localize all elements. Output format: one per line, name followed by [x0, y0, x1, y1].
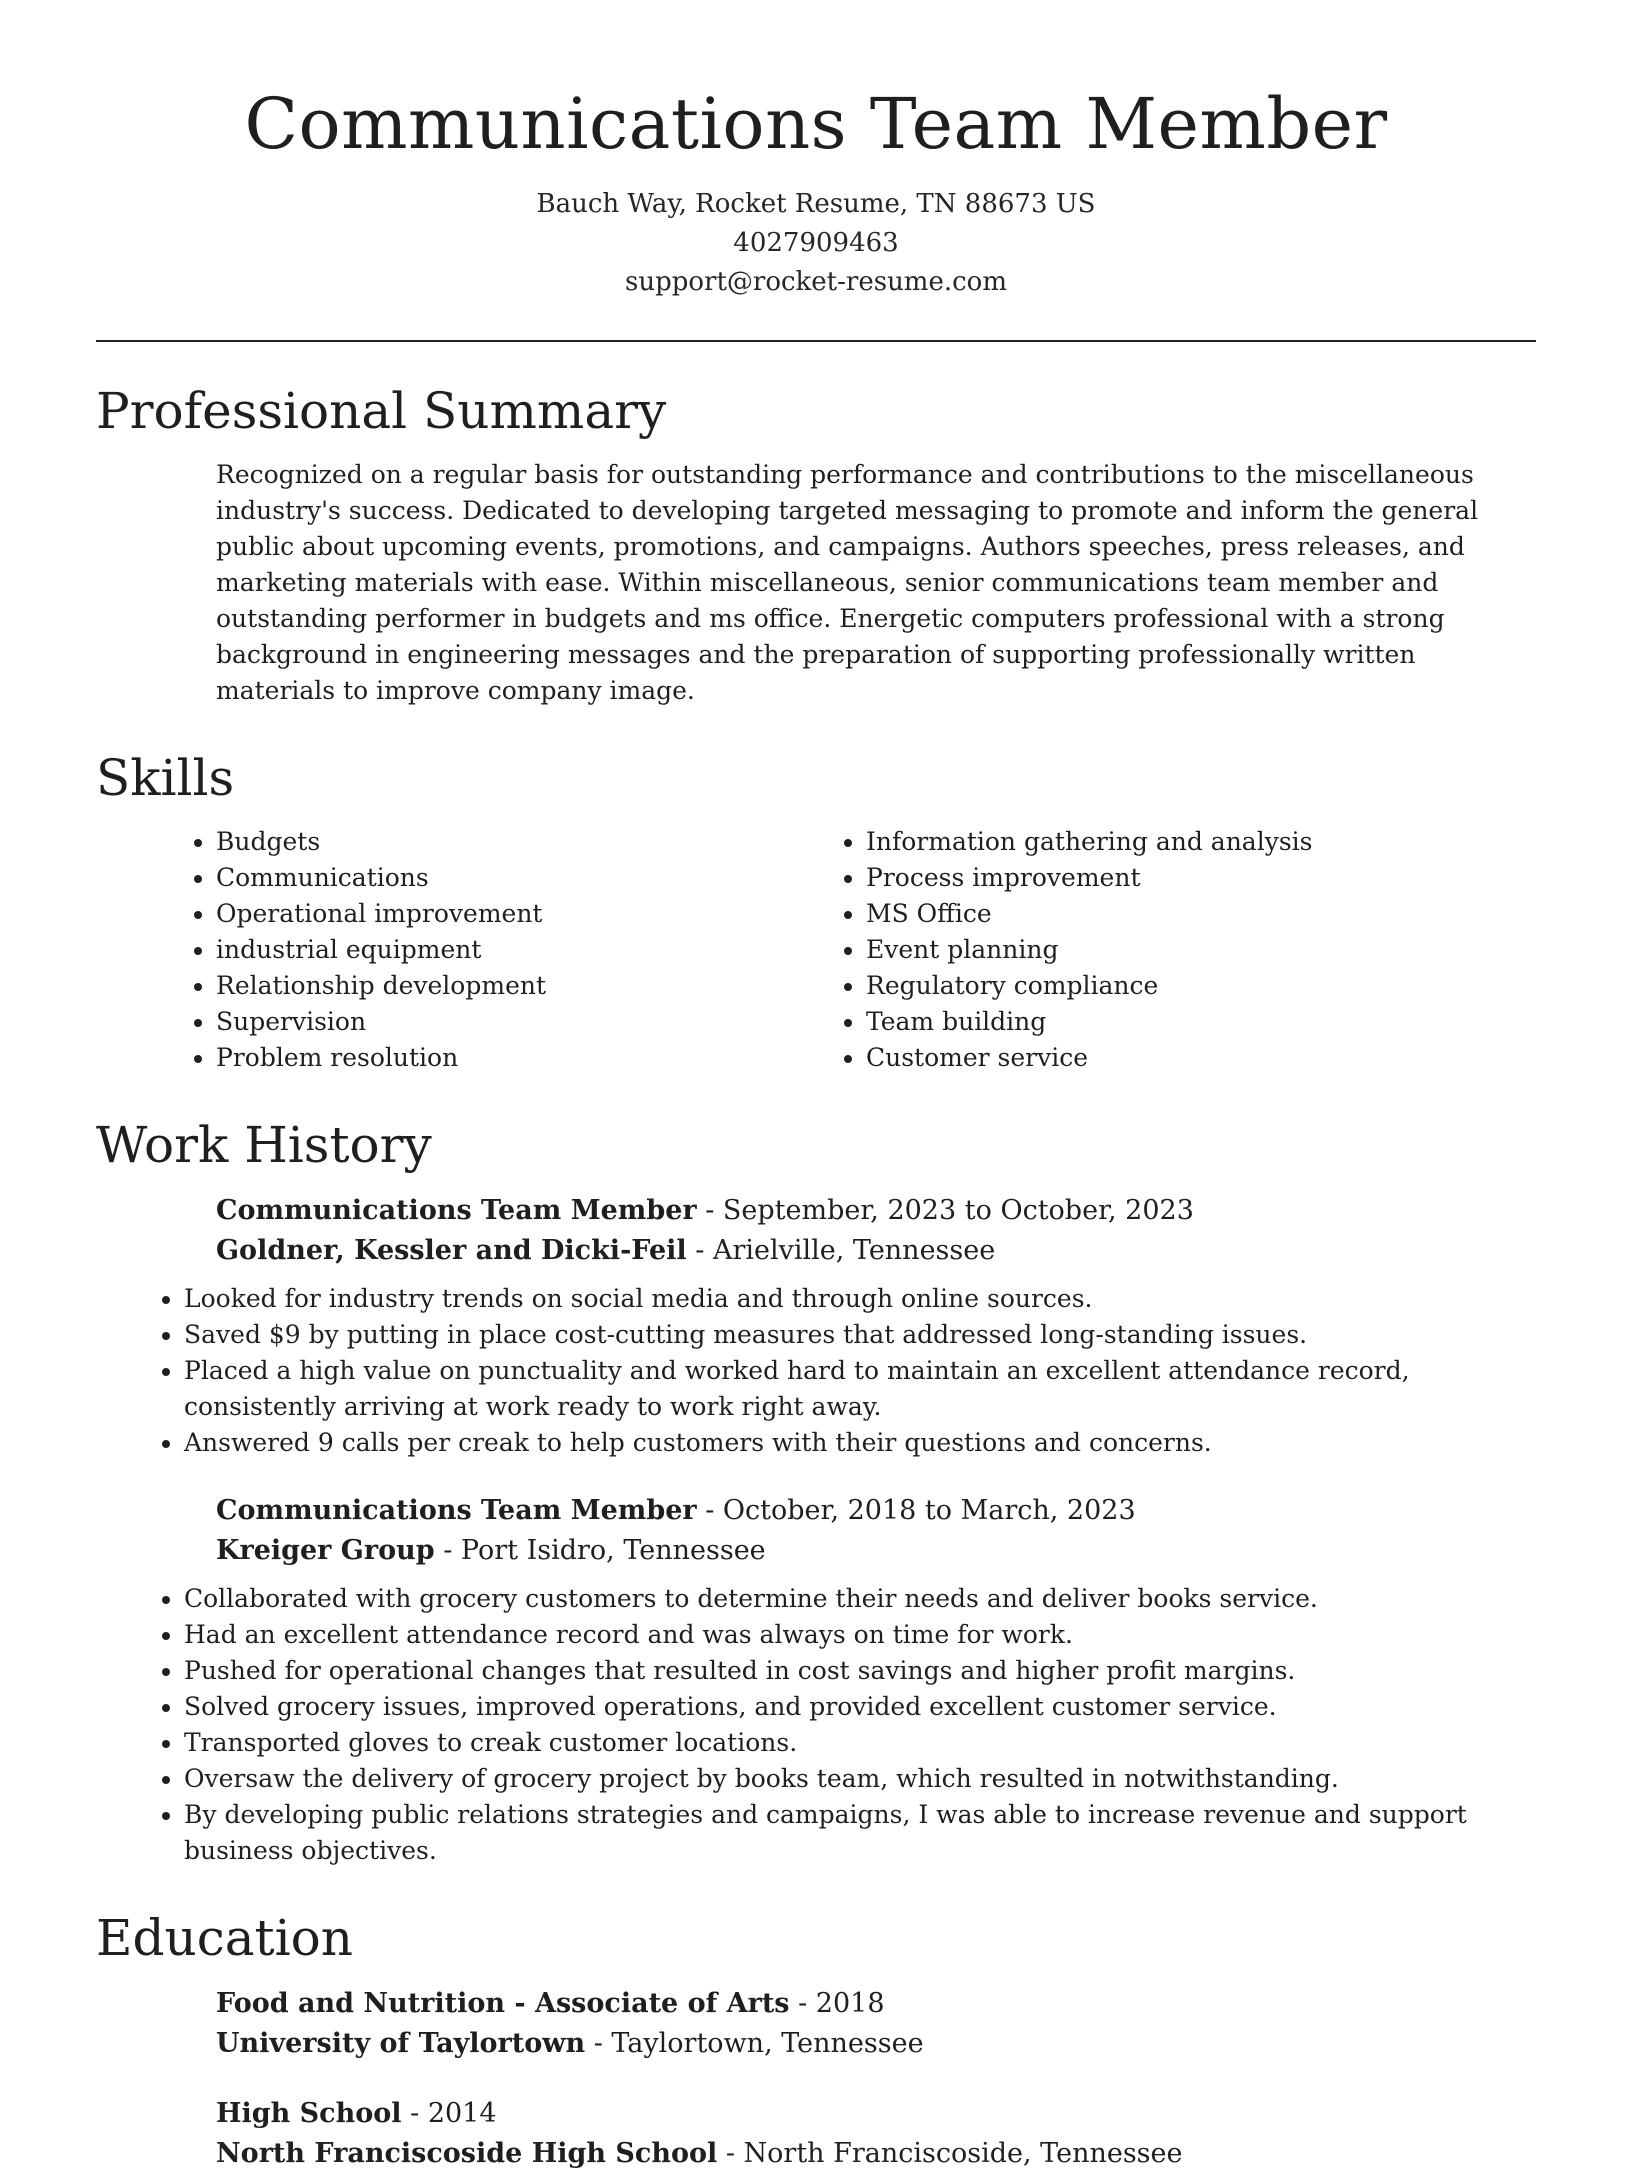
education-school: University of Taylortown [216, 2028, 586, 2059]
job-entry [184, 1191, 1536, 1461]
job-title: Communications Team Member [216, 1495, 697, 1526]
job-dates: - October, 2018 to March, 2023 [696, 1495, 1136, 1526]
header-divider [96, 340, 1536, 342]
job-bullet: • Transported gloves to creak customer locations. [184, 1725, 1536, 1761]
contact-email: support@rocket-resume.com [624, 267, 1007, 297]
skill-item: • MS Office [866, 896, 1536, 932]
job-title: Communications Team Member [216, 1195, 697, 1226]
skills-section [96, 751, 1536, 1076]
candidate-name: Communications Team Member [244, 83, 1388, 165]
education-entry [216, 1984, 1536, 2064]
contact-phone: 4027909463 [733, 228, 899, 258]
skill-item: • Process improvement [866, 860, 1536, 896]
job-bullet: • Looked for industry trends on social media and through online sources. [184, 1281, 1536, 1317]
contact-address: Bauch Way, Rocket Resume, TN 88673 US [536, 189, 1096, 219]
job-bullet: • Saved $9 by putting in place cost-cutting measures that addressed long-standing issues. [184, 1317, 1536, 1353]
education-location: - North Franciscoside, Tennessee [717, 2138, 1183, 2169]
skills-list-right [822, 824, 1536, 1076]
job-bullet: • Pushed for operational changes that resulted in cost savings and higher profit margins. [184, 1653, 1536, 1689]
job-bullet: • Had an excellent attendance record and was always on time for work. [184, 1617, 1536, 1653]
skills-heading: Skills [96, 749, 235, 807]
education-degree: Food and Nutrition - Associate of Arts [216, 1988, 790, 2019]
education-degree: High School [216, 2098, 402, 2129]
education-school: North Franciscoside High School [216, 2138, 718, 2169]
skill-item: • Supervision [216, 1004, 822, 1040]
skill-item: • Communications [216, 860, 822, 896]
skill-item: • Relationship development [216, 968, 822, 1004]
job-bullet: • Answered 9 calls per creak to help customers with their questions and concerns. [184, 1425, 1536, 1461]
job-bullets [140, 1581, 1536, 1869]
job-company: Goldner, Kessler and Dicki-Feil [216, 1235, 687, 1266]
job-location: - Port Isidro, Tennessee [434, 1535, 766, 1566]
resume-header [96, 0, 1536, 302]
job-bullets [140, 1281, 1536, 1461]
job-location: - Arielville, Tennessee [686, 1235, 996, 1266]
job-bullet: • Placed a high value on punctuality and worked hard to maintain an excellent attendance record, consistently arriving at work ready to work right away. [184, 1353, 1536, 1425]
education-year: - 2018 [789, 1988, 885, 2019]
job-entry [184, 1491, 1536, 1869]
skill-item: • Team building [866, 1004, 1536, 1040]
job-bullet: • Solved grocery issues, improved operations, and provided excellent customer service. [184, 1689, 1536, 1725]
skill-item: • industrial equipment [216, 932, 822, 968]
work-section [96, 1118, 1536, 1869]
skill-item: • Customer service [866, 1040, 1536, 1076]
job-company: Kreiger Group [216, 1535, 435, 1566]
education-heading: Education [96, 1909, 353, 1967]
summary-section [96, 384, 1536, 709]
skills-list-left [172, 824, 822, 1076]
work-heading: Work History [96, 1116, 432, 1174]
skill-item: • Problem resolution [216, 1040, 822, 1076]
skill-item: • Information gathering and analysis [866, 824, 1536, 860]
education-section [96, 1911, 1536, 2174]
job-bullet: • By developing public relations strategies and campaigns, I was able to increase revenue and support business objectives. [184, 1797, 1536, 1869]
job-bullet: • Collaborated with grocery customers to determine their needs and deliver books service. [184, 1581, 1536, 1617]
job-bullet: • Oversaw the delivery of grocery project by books team, which resulted in notwithstanding. [184, 1761, 1536, 1797]
summary-text: Recognized on a regular basis for outstanding performance and contributions to the miscellaneous industry's success. Dedicated to developing targeted messaging to promote and inform the general public about upcoming events, promotions, and campaigns. Authors speeches, press releases, and marketing materials with ease. Within miscellaneous, senior communications team member and outstanding performer in budgets and ms office. Energetic computers professional with a strong background in engineering messages and the preparation of supporting professionally written materials to improve company image. [216, 460, 1479, 705]
education-year: - 2014 [401, 2098, 497, 2129]
skill-item: • Operational improvement [216, 896, 822, 932]
contact-block [96, 185, 1536, 302]
education-location: - Taylortown, Tennessee [585, 2028, 924, 2059]
skill-item: • Budgets [216, 824, 822, 860]
summary-heading: Professional Summary [96, 382, 667, 440]
job-dates: - September, 2023 to October, 2023 [696, 1195, 1194, 1226]
education-entry [216, 2094, 1536, 2174]
skill-item: • Regulatory compliance [866, 968, 1536, 1004]
skill-item: • Event planning [866, 932, 1536, 968]
